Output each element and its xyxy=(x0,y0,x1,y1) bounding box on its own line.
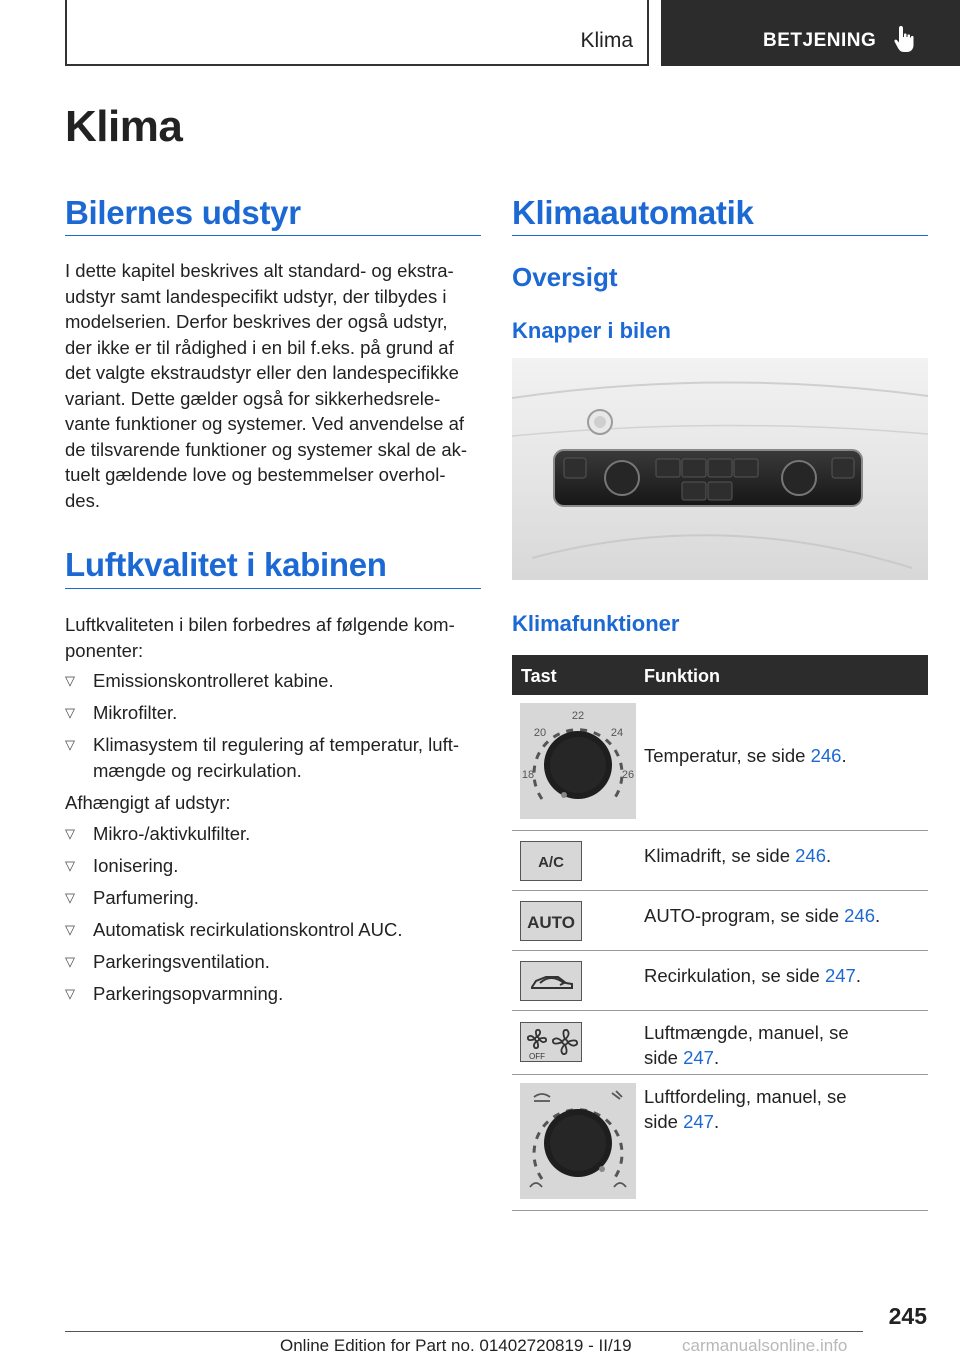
heading-air-quality: Luftkvalitet i kabinen xyxy=(65,546,387,583)
heading-rule xyxy=(65,235,481,236)
page-title: Klima xyxy=(65,102,183,151)
function-description xyxy=(644,743,924,768)
bullet-text xyxy=(93,732,485,783)
page-link[interactable]: 247 xyxy=(683,1047,714,1068)
text-line: tuelt gældende love og bestemmelser overhol- xyxy=(65,464,446,485)
heading-overview: Oversigt xyxy=(512,262,618,292)
triangle-bullet-icon: ▽ xyxy=(65,954,75,969)
function-text: . xyxy=(875,905,881,926)
function-text: . xyxy=(855,965,861,986)
heading-rule xyxy=(65,588,481,589)
page-link[interactable]: 247 xyxy=(824,965,856,986)
triangle-bullet-icon: ▽ xyxy=(65,890,75,905)
hand-pointer-icon xyxy=(893,24,919,54)
triangle-bullet-icon: ▽ xyxy=(65,826,75,841)
bullet-text: Parfumering. xyxy=(93,887,199,908)
function-text: AUTO-program, se side xyxy=(644,905,845,926)
triangle-bullet-icon: ▽ xyxy=(65,858,75,873)
function-text: . xyxy=(826,845,832,866)
column-header-key: Tast xyxy=(521,666,557,686)
header-chapter-tab xyxy=(661,0,960,66)
functions-table xyxy=(512,655,928,1211)
function-description xyxy=(644,843,924,868)
temperature-knob-icon xyxy=(520,703,636,824)
footer-rule xyxy=(65,1331,863,1332)
triangle-bullet-icon: ▽ xyxy=(65,922,75,937)
air-quality-paragraph xyxy=(65,612,485,663)
function-text: . xyxy=(713,1047,720,1068)
recirculation-button-icon xyxy=(520,961,582,1006)
function-text: Recirkulation, se side xyxy=(644,965,825,986)
text-line: de tilsvarende funktioner og systemer skal de ak- xyxy=(65,438,468,460)
function-description xyxy=(644,963,924,988)
text-line: I dette kapitel beskrives alt standard- og ekstra- xyxy=(65,260,454,281)
heading-buttons: Knapper i bilen xyxy=(512,318,671,343)
text-line: vante funktioner og systemer. Ved anvendelse af xyxy=(65,413,465,434)
text-line: Luftkvaliteten i bilen forbedres af følgende kom- xyxy=(65,614,455,635)
header-section-tab xyxy=(65,0,649,66)
page-number: 245 xyxy=(888,1303,927,1329)
bullet-text: Ionisering. xyxy=(93,855,179,876)
tick-label: 18 xyxy=(521,769,535,781)
function-description xyxy=(644,1020,924,1070)
function-description xyxy=(644,1084,924,1134)
function-text: side xyxy=(644,1111,684,1132)
ac-button-icon xyxy=(520,841,582,886)
heading-climate-control: Klimaautomatik xyxy=(512,194,754,231)
auto-button-icon xyxy=(520,901,582,946)
tick-label: 24 xyxy=(610,727,624,739)
bullet-text: Emissionskontrolleret kabine. xyxy=(93,670,334,691)
function-text: Klimadrift, se side xyxy=(644,845,796,866)
heading-rule xyxy=(512,235,928,236)
header-section-label: Klima xyxy=(580,29,633,52)
table-row xyxy=(512,1011,928,1075)
function-text: . xyxy=(841,745,847,766)
text-line: ponenter: xyxy=(65,639,144,661)
function-text: side xyxy=(644,1047,684,1068)
triangle-bullet-icon: ▽ xyxy=(65,673,75,688)
text-line: des. xyxy=(65,489,100,511)
tick-label: 20 xyxy=(533,727,547,739)
fan-button-icon xyxy=(520,1022,582,1067)
button-label: A/C xyxy=(538,854,564,871)
text-line: det valgte ekstraudstyr eller den landespecifikke xyxy=(65,362,459,383)
triangle-bullet-icon: ▽ xyxy=(65,986,75,1001)
climate-panel-photo xyxy=(512,358,928,580)
bullet-text: Automatisk recirkulationskontrol AUC. xyxy=(93,919,403,940)
table-header xyxy=(512,655,928,695)
page-link[interactable]: 246 xyxy=(795,845,827,866)
air-distribution-knob-icon xyxy=(520,1083,636,1204)
table-row xyxy=(512,891,928,951)
table-row xyxy=(512,695,928,831)
triangle-bullet-icon: ▽ xyxy=(65,705,75,720)
table-row xyxy=(512,831,928,891)
button-label: OFF xyxy=(529,1052,545,1061)
depends-label: Afhængigt af udstyr: xyxy=(65,792,231,813)
edition-note: Online Edition for Part no. 01402720819 - II/19 xyxy=(280,1336,632,1355)
table-row xyxy=(512,951,928,1011)
text-line: modelserien. Derfor beskrives der også udstyr, xyxy=(65,311,448,332)
column-header-function: Funktion xyxy=(644,666,720,686)
watermark: carmanualsonline.info xyxy=(682,1336,848,1355)
heading-equipment: Bilernes udstyr xyxy=(65,194,301,231)
equipment-paragraph xyxy=(65,258,485,513)
text-line: Klimasystem til regulering af temperatur, luft- xyxy=(93,734,460,755)
triangle-bullet-icon: ▽ xyxy=(65,737,75,752)
text-line: der ikke er til rådighed i en bil f.eks. på grund af xyxy=(65,336,454,358)
heading-functions: Klimafunktioner xyxy=(512,611,680,636)
function-text: . xyxy=(713,1111,720,1132)
button-label: AUTO xyxy=(527,913,575,932)
tick-label: 26 xyxy=(621,769,635,781)
bullet-text: Mikro-/aktivkulfilter. xyxy=(93,823,251,844)
text-line: mængde og recirkulation. xyxy=(93,759,302,781)
text-line: variant. Dette gælder også for sikkerhedsrele- xyxy=(65,387,441,409)
table-row xyxy=(512,1075,928,1211)
function-text: Luftmængde, manuel, se xyxy=(644,1022,849,1043)
bullet-text: Parkeringsopvarmning. xyxy=(93,983,284,1004)
function-text: Temperatur, se side xyxy=(644,745,811,766)
header-chapter-label: BETJENING xyxy=(763,30,877,51)
page-link[interactable]: 247 xyxy=(683,1111,714,1132)
function-description xyxy=(644,903,924,928)
bullet-text: Parkeringsventilation. xyxy=(93,951,270,972)
tick-label: 22 xyxy=(571,710,585,722)
page-link[interactable]: 246 xyxy=(810,745,842,766)
function-text: Luftfordeling, manuel, se xyxy=(644,1086,847,1107)
page-link[interactable]: 246 xyxy=(844,905,876,926)
text-line: udstyr samt landespecifikt udstyr, der tilbydes i xyxy=(65,285,447,307)
bullet-text: Mikrofilter. xyxy=(93,702,178,723)
